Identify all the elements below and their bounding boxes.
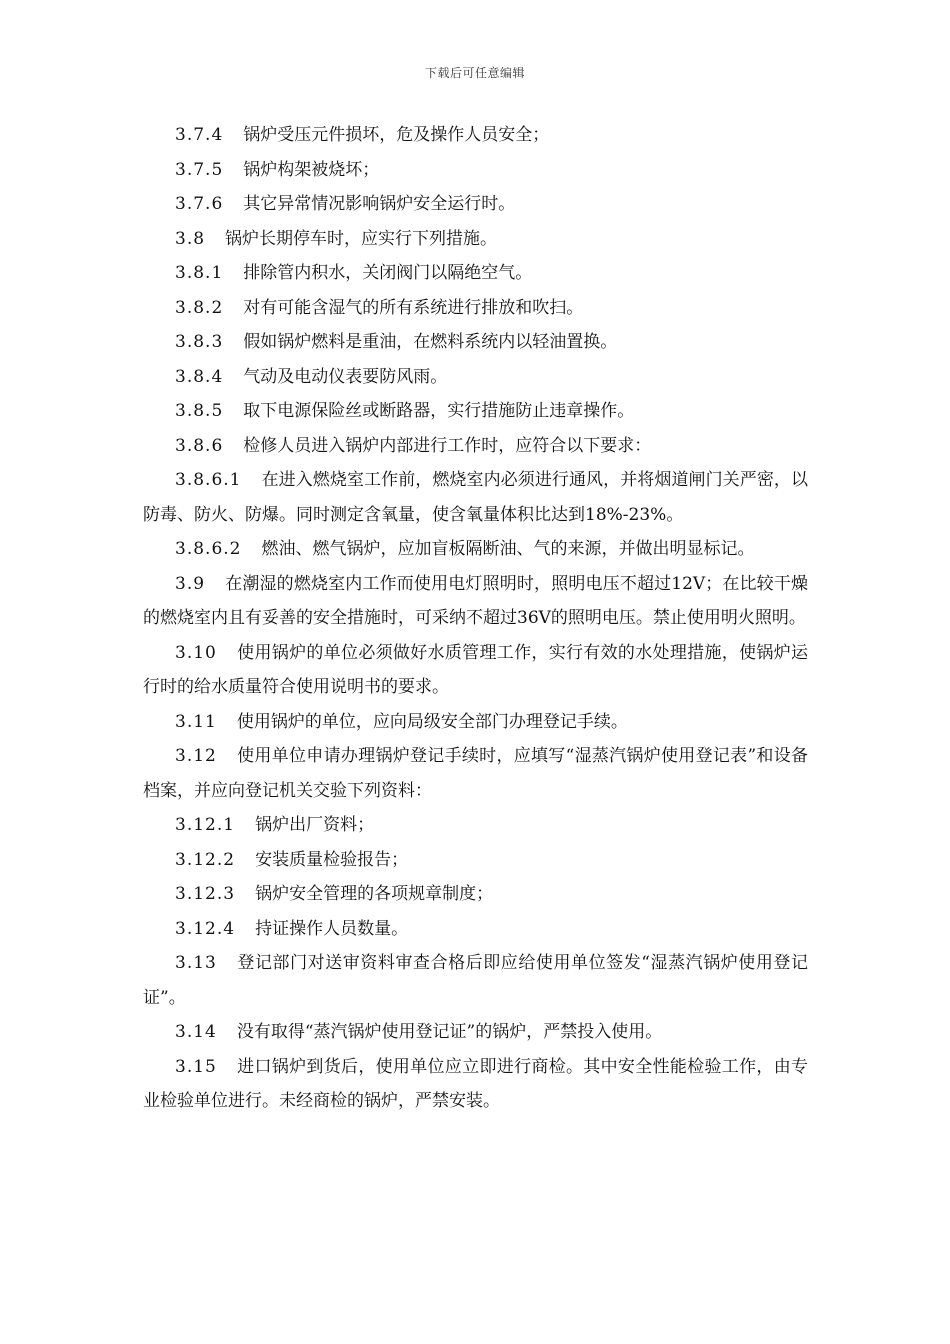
clause-text: 检修人员进入锅炉内部进行工作时，应符合以下要求： [243, 435, 652, 456]
document-body [143, 118, 808, 1119]
clause-number: 3.7.4 [175, 125, 224, 145]
clause-text: 使用单位申请办理锅炉登记手续时，应填写“湿蒸汽锅炉使用登记表”和设备档案，并应向登记机关交验下列资料： [143, 746, 808, 801]
clause-number: 3.14 [175, 1022, 217, 1042]
clause-text: 在进入燃烧室工作前，燃烧室内必须进行通风，并将烟道闸门关严密，以防毒、防火、防爆。同时测定含氧量，使含氧量体积比达到18%-23%。 [143, 470, 808, 525]
clause-text: 持证操作人员数量。 [255, 918, 409, 939]
paragraph-3-10 [143, 636, 808, 705]
paragraph-3-12-1 [143, 808, 808, 843]
clause-number: 3.10 [175, 642, 217, 663]
clause-number: 3.15 [175, 1056, 217, 1077]
clause-text: 其它异常情况影响锅炉安全运行时。 [243, 194, 516, 214]
clause-text: 锅炉受压元件损坏，危及操作人员安全； [243, 125, 550, 145]
clause-number: 3.8.4 [175, 366, 224, 387]
clause-text: 锅炉安全管理的各项规章制度； [255, 884, 494, 904]
clause-number: 3.9 [175, 573, 206, 594]
paragraph-3-12-3 [143, 877, 808, 912]
clause-text: 没有取得“蒸汽锅炉使用登记证”的锅炉，严禁投入使用。 [236, 1022, 663, 1042]
paragraph-3-14 [143, 1015, 808, 1050]
clause-text: 取下电源保险丝或断路器，实行措施防止违章操作。 [243, 401, 635, 421]
paragraph-3-8-3 [143, 325, 808, 360]
clause-number: 3.11 [175, 711, 217, 732]
paragraph-3-8 [143, 222, 808, 257]
clause-number: 3.8.2 [175, 297, 224, 318]
paragraph-3-8-6-2 [143, 532, 808, 567]
paragraph-3-12-2 [143, 843, 808, 878]
clause-text: 使用锅炉的单位必须做好水质管理工作，实行有效的水处理措施，使锅炉运行时的给水质量符合使用说明书的要求。 [143, 642, 808, 697]
clause-text: 气动及电动仪表要防风雨。 [243, 366, 448, 387]
clause-number: 3.8.6.1 [175, 470, 242, 490]
paragraph-3-11 [143, 705, 808, 740]
paragraph-3-7-4 [143, 118, 808, 153]
paragraph-3-8-5 [143, 394, 808, 429]
paragraph-3-7-6 [143, 187, 808, 222]
paragraph-3-12 [143, 739, 808, 808]
clause-number: 3.7.6 [175, 194, 224, 214]
clause-number: 3.12.2 [175, 849, 236, 870]
clause-number: 3.8.6.2 [175, 539, 242, 559]
clause-text: 锅炉构架被烧坏； [243, 159, 380, 180]
clause-text: 排除管内积水，关闭阀门以隔绝空气。 [243, 263, 533, 283]
clause-text: 燃油、燃气锅炉，应加盲板隔断油、气的来源，并做出明显标记。 [261, 539, 755, 559]
clause-number: 3.7.5 [175, 159, 224, 180]
paragraph-3-8-6-1 [143, 463, 808, 532]
clause-text: 进口锅炉到货后，使用单位应立即进行商检。其中安全性能检验工作，由专业检验单位进行。未经商检的锅炉，严禁安装。 [143, 1056, 808, 1111]
page-header: 下载后可任意编辑 [424, 66, 525, 80]
paragraph-3-15 [143, 1050, 808, 1119]
clause-number: 3.8.3 [175, 332, 224, 352]
clause-text: 登记部门对送审资料审查合格后即应给使用单位签发“湿蒸汽锅炉使用登记证”。 [143, 953, 808, 1008]
clause-number: 3.12.4 [175, 918, 236, 939]
clause-text: 使用锅炉的单位，应向局级安全部门办理登记手续。 [236, 711, 628, 732]
clause-number: 3.13 [175, 953, 217, 973]
paragraph-3-8-2 [143, 291, 808, 326]
clause-number: 3.8 [175, 228, 206, 249]
clause-text: 在潮湿的燃烧室内工作而使用电灯照明时，照明电压不超过12V；在比较干燥的燃烧室内且有妥善的安全措施时，可采纳不超过36V的照明电压。禁止使用明火照明。 [143, 573, 808, 628]
clause-number: 3.8.6 [175, 435, 224, 456]
clause-text: 锅炉长期停车时，应实行下列措施。 [225, 228, 498, 249]
clause-text: 锅炉出厂资料； [255, 815, 375, 835]
clause-text: 对有可能含湿气的所有系统进行排放和吹扫。 [243, 297, 584, 318]
paragraph-3-13 [143, 946, 808, 1015]
paragraph-3-8-1 [143, 256, 808, 291]
paragraph-3-9 [143, 567, 808, 636]
clause-number: 3.12.1 [175, 815, 236, 835]
clause-number: 3.12.3 [175, 884, 236, 904]
paragraph-3-12-4 [143, 912, 808, 947]
clause-text: 安装质量检验报告； [255, 849, 409, 870]
paragraph-3-7-5 [143, 153, 808, 188]
clause-text: 假如锅炉燃料是重油，在燃料系统内以轻油置换。 [243, 332, 618, 352]
clause-number: 3.12 [175, 746, 217, 766]
paragraph-3-8-6 [143, 429, 808, 464]
clause-number: 3.8.5 [175, 401, 224, 421]
clause-number: 3.8.1 [175, 263, 224, 283]
paragraph-3-8-4 [143, 360, 808, 395]
